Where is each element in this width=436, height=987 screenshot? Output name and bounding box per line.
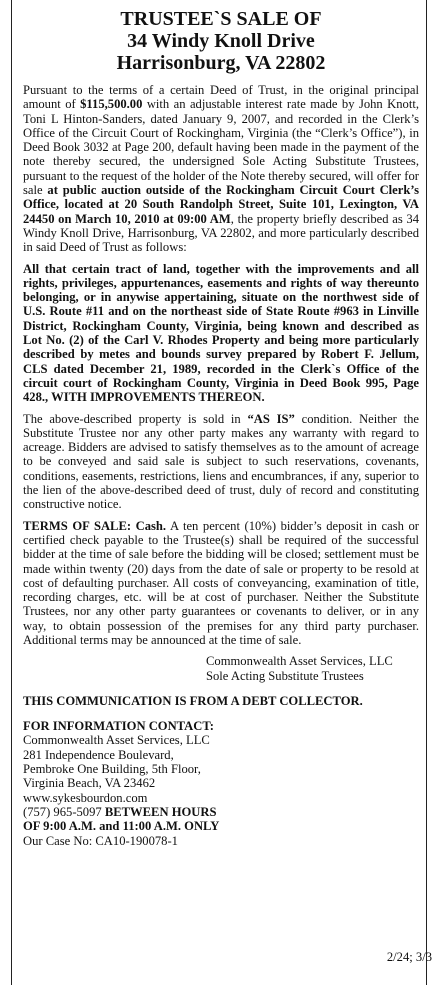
sale-paragraph: Pursuant to the terms of a certain Deed of Trust, in the original principal amount of $115,500.00 with an adjustable interest rate made by John Knott, Toni L Hinton-Sanders, dated January 9, 2007, and recorded in the Clerk’s Office of the Circuit Court of Rockingham, Virginia (the “Clerk’s Office”), in Deed Book 3032 at Page 200, default having been made in the payment of the note thereby secured, the undersigned Sole Acting Substitute Trustees, pursuant to the request of the holder of the Note thereby secured, will offer for sale at public auction outside of the Rockingham Circuit Court Clerk’s Office, located at 20 South Randolph Street, Suite 101, Lexington, VA 24450 on March 10, 2010 at 09:00 AM, the property briefly described as 34 Windy Knoll Drive, Harrisonburg, VA 22802, and more particularly described in said Deed of Trust as follows: bbox=[23, 83, 419, 255]
trustee-role: Sole Acting Substitute Trustees bbox=[206, 668, 364, 683]
notice-body bbox=[23, 8, 419, 848]
contact-address-3: Virginia Beach, VA 23462 bbox=[23, 776, 156, 791]
trustee-name: Commonwealth Asset Services, LLC bbox=[206, 654, 393, 669]
title-line-3: Harrisonburg, VA 22802 bbox=[116, 52, 326, 74]
legal-description: All that certain tract of land, together with the improvements and all rights, privileges, appurtenances, easements and rights of way thereunto belonging, or in anywise appertaining, situate on the northwest side of U.S. Route #11 and on the northeast side of State Route #963 in Linville District, Rockingham County, Virginia, being known and described as Lot No. (2) of the Carl V. Rhodes Property and being more particularly described by metes and bounds survey prepared by Robert F. Jellum, CLS dated December 21, 1989, recorded in the Clerk`s Office of the circuit court of Rockingham County, Virginia in Deed Book 995, Page 428., WITH IMPROVEMENTS THEREON. bbox=[23, 261, 419, 405]
title-line-1: TRUSTEE`S SALE OF bbox=[120, 8, 322, 30]
contact-name: Commonwealth Asset Services, LLC bbox=[23, 733, 210, 748]
contact-phone: (757) 965-5097 bbox=[23, 804, 102, 819]
principal-amount: $115,500.00 bbox=[80, 97, 143, 112]
contact-heading: FOR INFORMATION CONTACT: bbox=[23, 719, 214, 734]
contact-hours: OF 9:00 A.M. and 11:00 A.M. ONLY bbox=[23, 819, 220, 834]
contact-website: www.sykesbourdon.com bbox=[23, 790, 148, 805]
title-line-2: 34 Windy Knoll Drive bbox=[127, 30, 315, 52]
terms-of-sale-paragraph: TERMS OF SALE: Cash. A ten percent (10%) bidder’s deposit in cash or certified check payable to the Trustee(s) shall be required of the successful bidder at the time of sale before the bidding will be closed; settlement must be made within twenty (20) days from the date of sale or property to be resold at cost of defaulting purchaser. All costs of conveyancing, examination of title, recording charges, etc. will be at cost of purchaser. Neither the Substitute Trustees, nor any other party guarantees or covenants to deliver, or in any way, to obtain possession of the premises for any third party purchaser. Additional terms may be announced at the time of sale. bbox=[23, 518, 419, 647]
terms-heading: TERMS OF SALE: Cash. bbox=[23, 518, 167, 533]
contact-phone-line: (757) 965-5097 BETWEEN HOURS bbox=[23, 804, 217, 819]
debt-collector-notice: THIS COMMUNICATION IS FROM A DEBT COLLECTOR. bbox=[23, 693, 363, 708]
as-is-label: “AS IS” bbox=[247, 411, 295, 426]
case-number: Our Case No: CA10-190078-1 bbox=[23, 833, 178, 848]
as-is-paragraph: The above-described property is sold in “AS IS” condition. Neither the Substitute Trustee nor any other party makes any warranty with regard to acreage. Bidders are advised to satisfy themselves as to the amount of acreage to be conveyed and said sale is subject to such reservations, covenants, conditions, easements, restrictions, liens and encumbrances, if any, superior to the lien of the above-described deed of trust, duly of record and constituting constructive notice. bbox=[23, 411, 419, 512]
auction-details: at public auction outside of the Rockingham Circuit Court Clerk’s Office, located at 20 South Randolph Street, Suite 101, Lexington, VA 24450 on March 10, 2010 at 09:00 AM bbox=[23, 183, 419, 226]
publication-dates: 2/24; 3/3 bbox=[386, 950, 432, 964]
contact-address-1: 281 Independence Boulevard, bbox=[23, 747, 174, 762]
contact-address-2: Pembroke One Building, 5th Floor, bbox=[23, 762, 201, 777]
